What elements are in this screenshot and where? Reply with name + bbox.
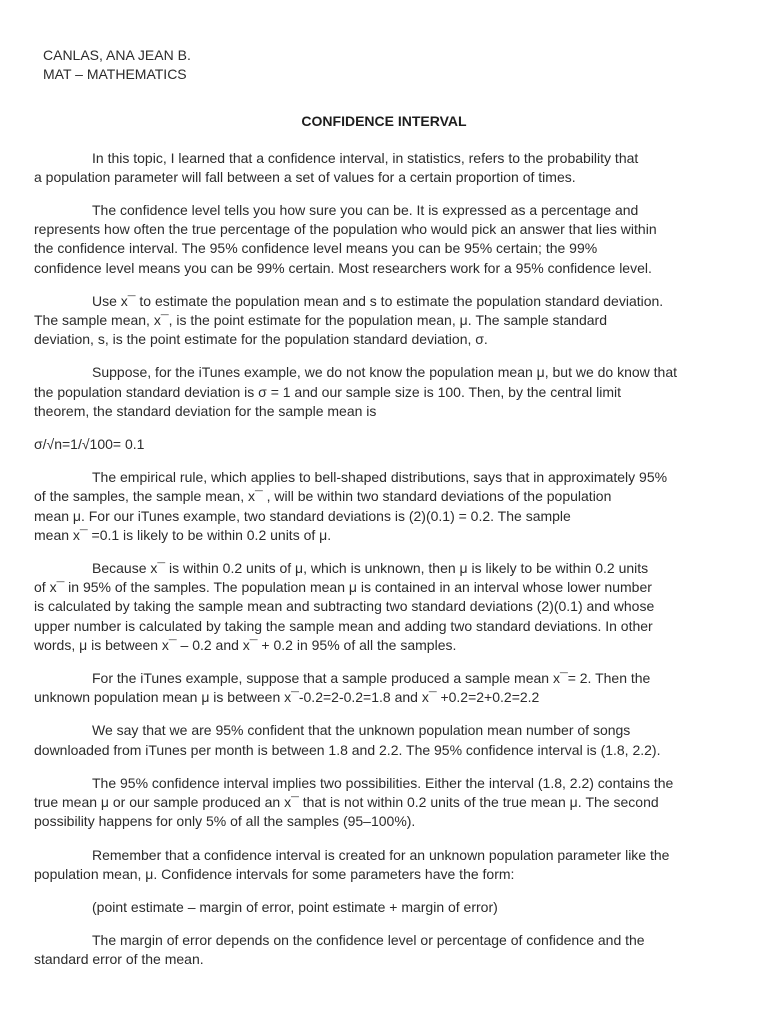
document-body xyxy=(34,149,734,970)
text-line: is calculated by taking the sample mean and subtracting two standard deviations (2)(0.1) and whose xyxy=(34,598,655,615)
text-line: the confidence interval. The 95% confidence level means you can be 95% certain; the 99% xyxy=(34,240,598,257)
text-line: The 95% confidence interval implies two possibilities. Either the interval (1.8, 2.2) contains the xyxy=(92,774,674,791)
document-header xyxy=(43,46,734,84)
paragraph xyxy=(34,292,734,350)
text-line: σ/√n=1/√100= 0.1 xyxy=(34,436,145,453)
text-line: For the iTunes example, suppose that a sample produced a sample mean x¯= 2. Then the xyxy=(92,670,651,687)
text-line: (point estimate – margin of error, point estimate + margin of error) xyxy=(92,898,498,915)
text-line: upper number is calculated by taking the sample mean and adding two standard deviations. In other xyxy=(34,617,653,634)
paragraph xyxy=(34,846,734,884)
paragraph xyxy=(34,774,734,832)
paragraph xyxy=(34,721,734,759)
paragraph xyxy=(34,468,734,545)
text-line: of the samples, the sample mean, x¯ , will be within two standard deviations of the population xyxy=(34,488,612,505)
text-line: downloaded from iTunes per month is between 1.8 and 2.2. The 95% confidence interval is (1.8, 2.2). xyxy=(34,741,661,758)
text-line: Because x¯ is within 0.2 units of μ, which is unknown, then μ is likely to be within 0.2 units xyxy=(92,560,649,577)
text-line: In this topic, I learned that a confidence interval, in statistics, refers to the probability that xyxy=(92,149,639,166)
paragraph xyxy=(34,149,734,187)
text-line: possibility happens for only 5% of all the samples (95–100%). xyxy=(34,813,416,830)
formula-line xyxy=(34,435,734,454)
text-line: The sample mean, x¯, is the point estimate for the population mean, μ. The sample standard xyxy=(34,312,607,329)
text-line: deviation, s, is the point estimate for the population standard deviation, σ. xyxy=(34,331,488,348)
paragraph xyxy=(34,931,734,969)
course-name: MAT – MATHEMATICS xyxy=(43,66,187,83)
text-line: unknown population mean μ is between x¯-0.2=2-0.2=1.8 and x¯ +0.2=2+0.2=2.2 xyxy=(34,689,540,706)
text-line: the population standard deviation is σ = 1 and our sample size is 100. Then, by the central limit xyxy=(34,383,622,400)
paragraph xyxy=(34,201,734,278)
formula-line xyxy=(34,898,734,917)
text-line: true mean μ or our sample produced an x¯ that is not within 0.2 units of the true mean μ. The second xyxy=(34,794,659,811)
text-line: The empirical rule, which applies to bell-shaped distributions, says that in approximately 95% xyxy=(92,469,668,486)
paragraph xyxy=(34,559,734,655)
text-line: standard error of the mean. xyxy=(34,951,204,968)
text-line: population mean, μ. Confidence intervals for some parameters have the form: xyxy=(34,865,515,882)
text-line: mean x¯ =0.1 is likely to be within 0.2 units of μ. xyxy=(34,526,332,543)
text-line: represents how often the true percentage of the population who would pick an answer that lies within xyxy=(34,221,657,238)
paragraph xyxy=(34,669,734,707)
text-line: Use x¯ to estimate the population mean and s to estimate the population standard deviation. xyxy=(92,292,664,309)
text-line: mean μ. For our iTunes example, two standard deviations is (2)(0.1) = 0.2. The sample xyxy=(34,507,571,524)
text-line: a population parameter will fall between a set of values for a certain proportion of times. xyxy=(34,168,576,185)
text-line: Suppose, for the iTunes example, we do not know the population mean μ, but we do know that xyxy=(92,364,678,381)
paragraph xyxy=(34,363,734,421)
text-line: Remember that a confidence interval is created for an unknown population parameter like the xyxy=(92,846,670,863)
text-line: of x¯ in 95% of the samples. The population mean μ is contained in an interval whose lower number xyxy=(34,579,652,596)
document-title: CONFIDENCE INTERVAL xyxy=(301,113,467,130)
text-line: words, μ is between x¯ – 0.2 and x¯ + 0.2 in 95% of all the samples. xyxy=(34,636,457,653)
text-line: The margin of error depends on the confidence level or percentage of confidence and the xyxy=(92,932,645,949)
author-name: CANLAS, ANA JEAN B. xyxy=(43,47,191,63)
text-line: We say that we are 95% confident that the unknown population mean number of songs xyxy=(92,722,631,739)
text-line: confidence level means you can be 99% certain. Most researchers work for a 95% confidence level. xyxy=(34,259,652,276)
text-line: The confidence level tells you how sure you can be. It is expressed as a percentage and xyxy=(92,202,639,219)
text-line: theorem, the standard deviation for the sample mean is xyxy=(34,402,377,419)
